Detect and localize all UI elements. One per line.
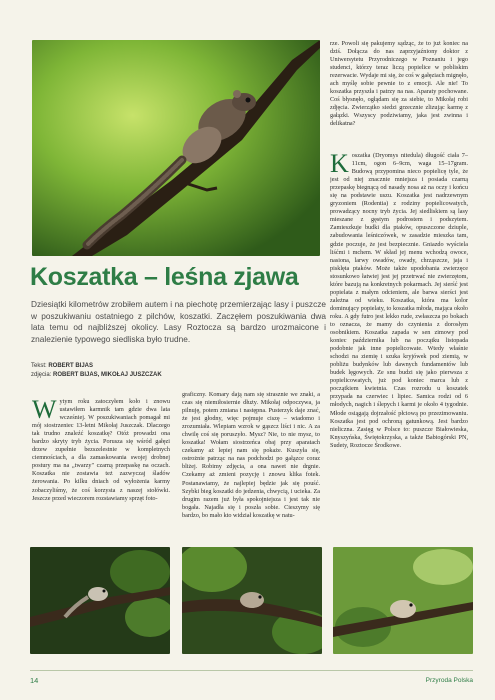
body-column-right [330,152,468,540]
dormouse-photo [182,547,322,654]
dormouse-on-branch-photo [32,40,320,256]
footer-rule [30,670,473,671]
credit-label: zdjęcia: [31,372,52,378]
body-column-right-top: rze. Powoli się pakujemy sądząc, że to już koniec na dziś. Dołącza do nas zaprzyjaźniony doktor z Uniwersytetu Przyrodniczego w Poznaniu i jego studenci, którzy teraz liczą popielice w pobliskim rezerwacie. Wydaje mi się, że coś w gałęziach mignęło, ach myślę sobie pewnie to z emocji. Ale nie! To koszatka przyszła i patrzy na nas. Aparaty pochowane. Coś błysnęło, ogłądam się za siebie, to Mikołaj robi zdjęcia. Zwierzątko siedzi grzecznie zlizując karmę z gałązki. Wszyscy podziwiamy, jaka jest zwinna i delikatna? [330,40,468,128]
credit-authors: ROBERT BIJAS, MIKOŁAJ JUSZCZAK [53,372,162,378]
credits [31,362,181,380]
dormouse-photo [30,547,170,654]
body-column-a [32,398,170,540]
article-lead: Dziesiątki kilometrów zrobiłem autem i na piechotę przemierzając lasy i puszcze w poszukiwaniu ostatniego z pilchów, koszatki. Zaczęłem poszukiwania dwa lata temu od najbliższej okolicy. Lasy Roztocza są bardzo urozmaicone i znalezienie typowego siedliska było trudne. [31,299,326,344]
body-text: oszatka (Dryomys nitedula) długość ciała 7–11cm, ogon 6–9cm, waga 15–17gram. Budową przypomina nieco popielicę tyle, że jest od niej znacznie mniejsza i posiada czarną przepaskę biegnącą od nasady nosa aż na oczy i końcu się na podstawie uszu. Koszatka jest nadrzewnym gryzoniem (Rodentia) z rodziny popielicowatych, prowadzący nocny tryb życia. Jej siedliskiem są lasy mieszane z gęstym podrostem i podszytem. Zamieszkuje budki dla ptaków, opuszczone dziuple, zabudowania leśniczówek, w zasadzie mieszka tam, gdzie poczuje, że jest bezpiecznie. Gniazdo wyściela liśćmi i mchem. W skład jej menu wchodzą owoce, nasiona, larwy owadów, owady, chrząszcze, jaja i pisklęta ptaków. Może także upodobania zwierzęce stosunkowo łatwiej jest jej przetrwać nie zwierzętom, które bazują na konkretnych pokarmach. Jej sierść jest popielata z małym odcieniem, ale barwa sierści jest zależna od wieku. Koszatka, która ma kolor dominujący popielaty, to koszatka młoda, mająca około roku. A gdy futro jest lekko rude, zwłaszcza po bokach to oznacza, że mamy do czynienia z dorosłym osobnikiem. Koszatka zapada w sen zimowy pod koniec października lub na początku listopada podobnie jak inne popielicowate. Wtedy właśnie schodzi na ziemię i szuka kryjówek pod ziemią, w pobliżu budynków lub dawnych fundamentów lub budek lęgowych. Ze snu budzi się jako pierwsza z popielicowatych, już pod koniec marca lub z początkiem kwietnia. Czas rozrodu u koszatek przypada na czerwiec i lipiec. Samica rodzi od 6 młodych, nagich i ślepych i karmi je około 4 tygodnie. Młode osiągają dojrzałość płciową po przezimowaniu. Koszatka jest pod ochroną gatunkową. Jest bardzo nieliczna. Zasięg w Polsce to: puszcze Białowieska, Knyszyńska, Świętokrzyska, a także Babiogórski PN, Sudety, Roztocze Środkowe. [330,152,468,449]
article-title: Koszatka – leśna zjawa [30,263,299,291]
drop-cap: K [330,152,349,178]
hero-photo [32,40,320,256]
bottom-photo-2 [182,547,322,654]
credit-label: Tekst: [31,363,47,369]
drop-cap: W [32,398,57,424]
dormouse-photo [333,547,473,654]
page-number: 14 [30,676,39,685]
text-credit [31,362,181,371]
magazine-name: Przyroda Polska [425,677,473,684]
credit-author: ROBERT BIJAS [48,363,94,369]
bottom-photo-1 [30,547,170,654]
body-column-b: graficzny. Komary dają nam się strasznie we znaki, a czas się niemiłosiernie dłuży. Mikołaj odpoczywa, ja pilnuję, potem zmiana i następna. Pusterzyk daje znać, że jest głodny, więc pojmuje ciszę – wiadomo i zrozumiała. Wlepiam wzrok w gąszcz liści i nic. A za chwilę coś się poruszyło. Mysz? Nie, to nie mysz, to koszatka! Wołam siostrzeńca obaj przy aparatach czekamy aż lepiej nam się pokaże. Kuszyła się, ostrożnie patrząc na nas podchodzi po gałązce coraz bliżej. Robimy zdjęcia, a ona nawet nie drgnie. Czekamy aż zmieni pozycję i znowu klika fotek. Postanawiamy, że najlepiej będzie jak się pouść. Szybki bieg koszatki do jedzenia, chwycią, i ucieka. Za drugim razem już była spokojniejsza i jest tak nie bogała. Najadła się i poszła sobie. Cieszymy się bardzo, bo mało kto widział koszatkę w natu- [182,391,320,519]
body-text: ytym roku zatoczyłem koło i znowu ustawiłem karmnik tam gdzie dwa lata wcześniej. W poszukiwaniach pomagał mi mój siostrzeniec 13-letni Mikołaj Juszczak. Dlaczego tak trudno znaleźć koszatkę? Otóż prowadzi ona bardzo skryty tryb życia. Porusza się wśród gałęzi drzew zupełnie bezszelestnie w kompletnych ciemnościach, a dla zamaskowania swojej drobnej postury ma na „twarzy" czarną przepaskę na oczach. Koszatka nie zostawia też zazwyczaj śladów żerowania. Po kilku dniach od wyłożenia karmy zobaczyliśmy, że coś korzysta z naszej stołówki. Jeszcze przed wieczorem rozstawiamy sprzęt foto- [32,398,170,502]
photo-credit [31,371,181,380]
bottom-photo-3 [333,547,473,654]
